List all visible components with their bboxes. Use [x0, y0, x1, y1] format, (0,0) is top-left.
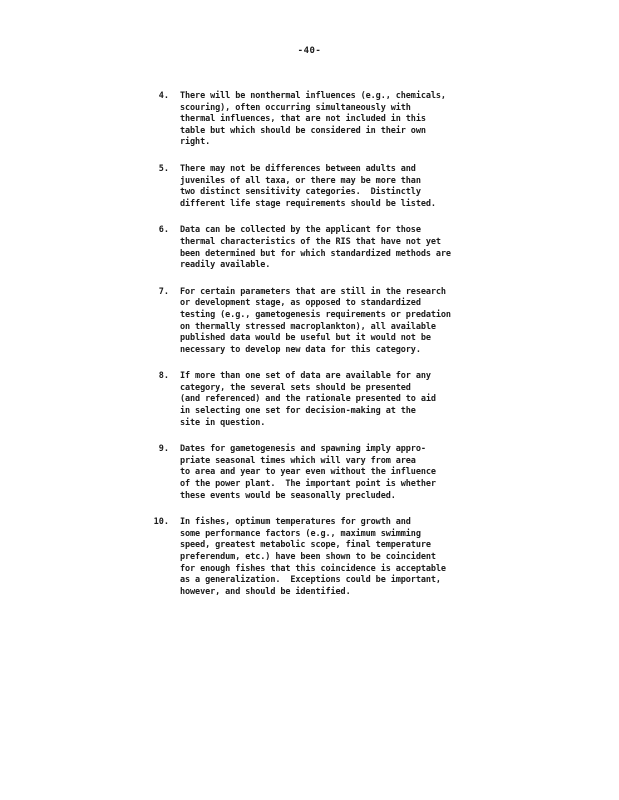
note-line: as a generalization. Exceptions could be important,: [180, 575, 441, 586]
note-line: scouring), often occurring simultaneously with: [180, 102, 411, 113]
note-item: [0, 287, 619, 357]
note-line: Data can be collected by the applicant for those: [180, 225, 421, 236]
note-line: thermal influences, that are not included in this: [180, 114, 426, 125]
note-line: readily available.: [180, 260, 271, 271]
note-line: two distinct sensitivity categories. Distinctly: [180, 187, 421, 198]
note-number: 7.: [158, 286, 169, 297]
note-item: [0, 91, 619, 149]
note-text: [180, 164, 500, 210]
note-item: [0, 164, 619, 210]
note-line: testing (e.g., gametogenesis requirements or predation: [180, 309, 451, 320]
note-line: in selecting one set for decision-making at the: [180, 406, 416, 417]
note-line: site in question.: [180, 417, 266, 428]
note-line: for enough fishes that this coincidence is acceptable: [180, 563, 446, 574]
note-line: preferendum, etc.) have been shown to be coincident: [180, 552, 436, 562]
note-line: to area and year to year even without the influence: [180, 467, 436, 478]
note-line: right.: [180, 137, 211, 148]
note-text: [180, 91, 500, 149]
note-text: [180, 371, 500, 429]
notes-list: [0, 91, 619, 613]
note-number: 4.: [158, 91, 169, 101]
note-number: 5.: [158, 163, 169, 174]
note-line: category, the several sets should be presented: [180, 382, 411, 393]
note-line: or development stage, as opposed to standardized: [180, 298, 421, 309]
note-line: of the power plant. The important point is whether: [180, 479, 436, 490]
note-text: [180, 287, 500, 357]
note-line: on thermally stressed macroplankton), all available: [180, 321, 436, 332]
note-item: [0, 225, 619, 271]
note-line: For certain parameters that are still in the research: [180, 286, 446, 297]
note-item: [0, 444, 619, 502]
note-line: Dates for gametogenesis and spawning imply appro-: [180, 444, 426, 455]
note-line: table but which should be considered in their own: [180, 125, 426, 136]
note-line: speed, greatest metabolic scope, final temperature: [180, 540, 431, 551]
note-line: If more than one set of data are available for any: [180, 371, 431, 382]
note-line: necessary to develop new data for this category.: [180, 344, 421, 355]
note-text: [180, 225, 500, 271]
note-line: thermal characteristics of the RIS that have not yet: [180, 236, 441, 247]
note-line: published data would be useful but it would not be: [180, 333, 431, 344]
note-line: however, and should be identified.: [180, 586, 351, 597]
note-text: [180, 517, 500, 598]
note-number: 8.: [158, 371, 169, 382]
note-text: [180, 444, 500, 502]
note-item: [0, 517, 619, 598]
note-line: There will be nonthermal influences (e.g., chemicals,: [180, 91, 446, 101]
note-number: 9.: [158, 444, 169, 455]
note-line: different life stage requirements should be listed.: [180, 198, 436, 209]
note-line: priate seasonal times which will vary from area: [180, 455, 416, 466]
note-number: 10.: [153, 517, 169, 528]
note-number: 6.: [158, 225, 169, 236]
note-line: juveniles of all taxa, or there may be more than: [180, 175, 421, 186]
note-line: some performance factors (e.g., maximum swimming: [180, 528, 421, 539]
note-line: been determined but for which standardized methods are: [180, 248, 451, 259]
note-item: [0, 371, 619, 429]
note-line: In fishes, optimum temperatures for growth and: [180, 517, 411, 528]
note-line: There may not be differences between adults and: [180, 163, 416, 174]
note-line: (and referenced) and the rationale presented to aid: [180, 394, 436, 405]
page-number: -40-: [297, 46, 322, 56]
note-line: these events would be seasonally precluded.: [180, 490, 396, 501]
